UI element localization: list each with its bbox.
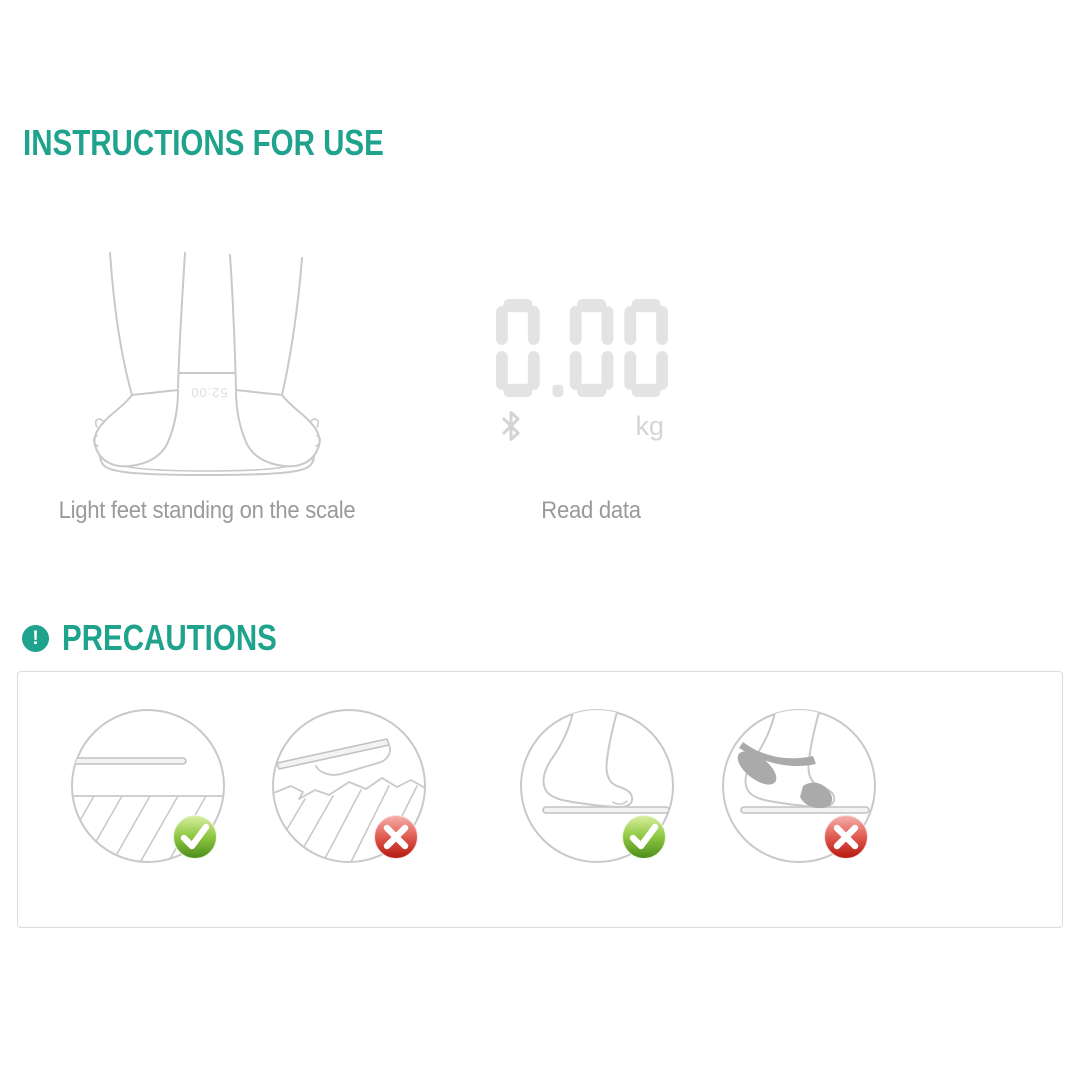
alert-icon: ! [22,625,49,652]
seven-segment-display [496,299,668,397]
bluetooth-icon [500,410,522,442]
instructions-title: INSTRUCTIONS FOR USE [23,122,384,163]
step2-caption: Read data [541,497,641,524]
cross-icon [375,816,418,859]
precaution-item-sock-foot [719,706,879,866]
unit-label: kg [635,411,664,441]
scale-on-flat-hard-floor-icon [68,706,228,866]
precaution-item-flat-floor [68,706,228,866]
scale-display-text: 52:00 [190,385,228,400]
check-icon [623,816,666,859]
precautions-box [17,671,1063,928]
left-foot [94,390,178,466]
precaution-item-bare-foot [517,706,677,866]
scale-on-uneven-floor-icon [269,706,429,866]
right-foot [236,390,320,466]
step1-caption: Light feet standing on the scale [58,497,356,524]
check-icon [174,816,217,859]
bare-foot-on-scale-icon [517,706,677,866]
precautions-title: PRECAUTIONS [62,617,277,658]
precaution-item-uneven-floor [269,706,429,866]
feet-on-scale-illustration [92,250,324,494]
left-leg-fill [110,253,185,410]
sock-foot-on-scale-icon [719,706,879,866]
right-leg-fill [230,255,302,410]
cross-icon [825,816,868,859]
